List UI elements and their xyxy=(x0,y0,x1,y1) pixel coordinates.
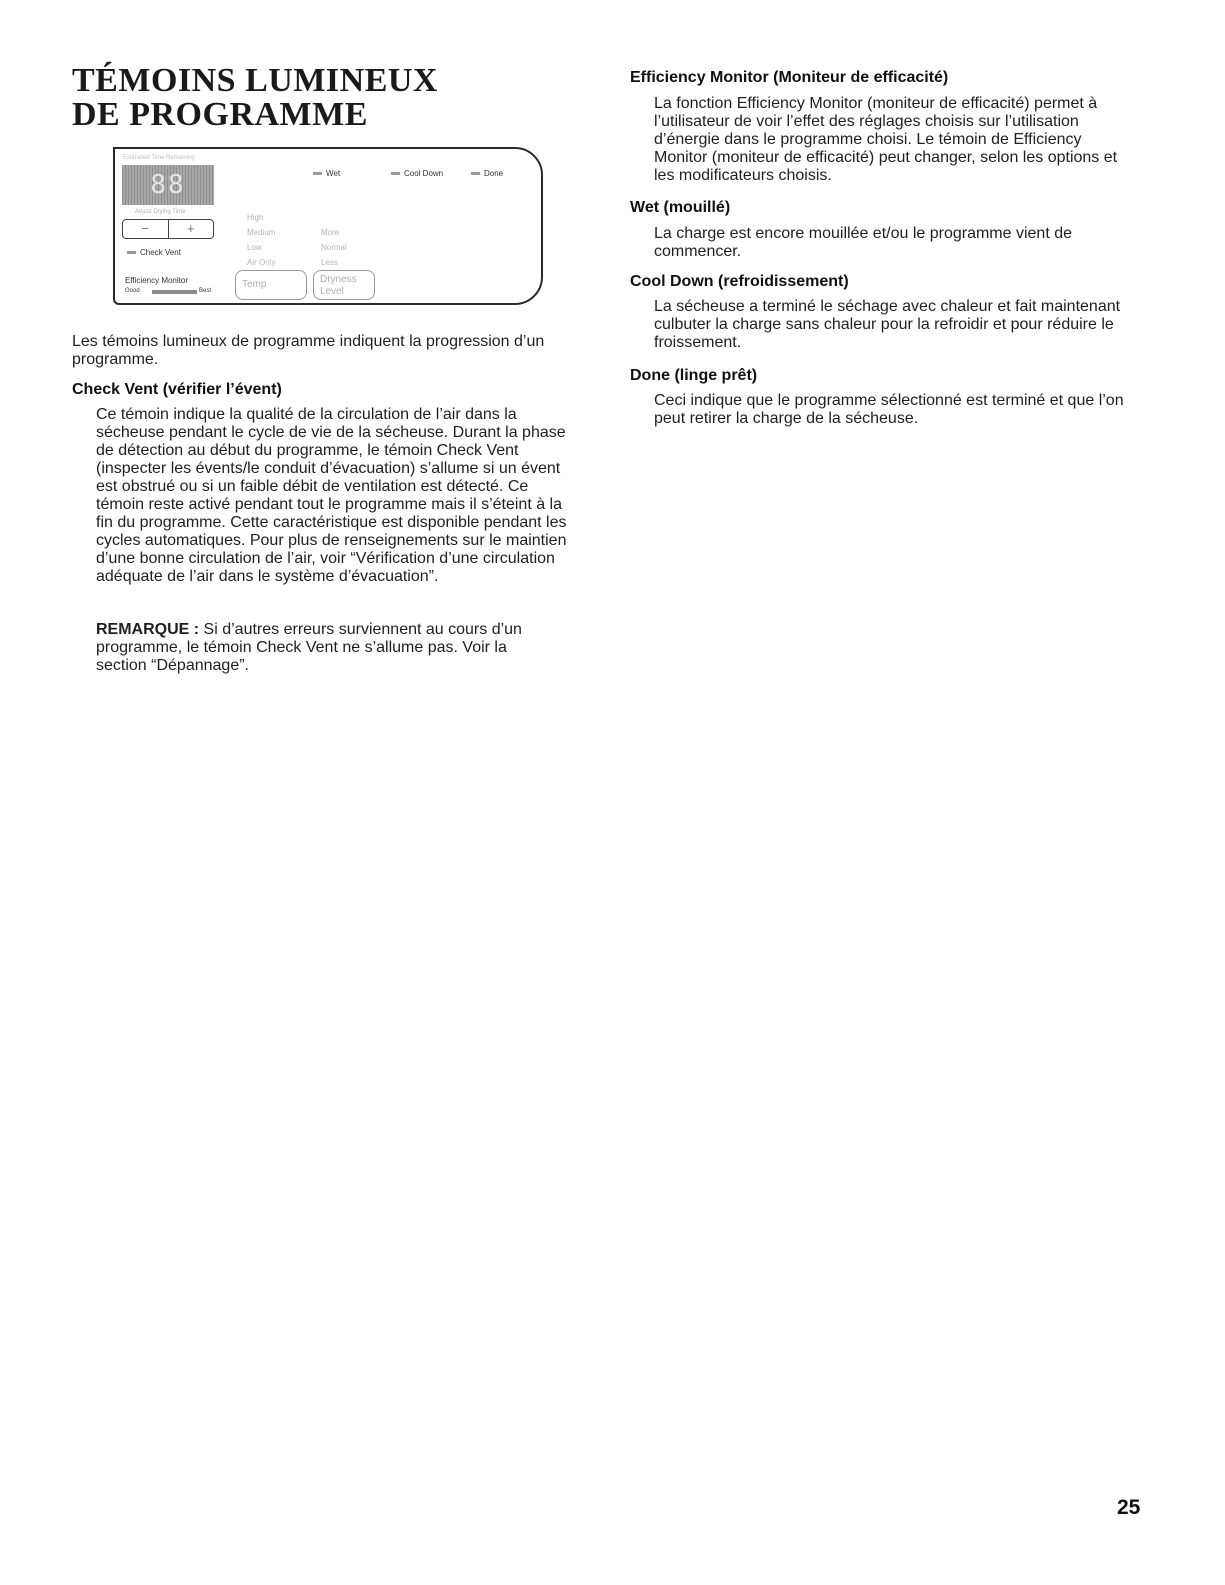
best-label: Best xyxy=(199,288,212,294)
done-heading: Done (linge prêt) xyxy=(630,367,758,384)
indicator-light-icon xyxy=(391,172,400,175)
check-vent-note xyxy=(96,621,556,675)
minus-icon: − xyxy=(123,220,169,238)
wet-indicator xyxy=(313,169,340,178)
temp-option: Medium xyxy=(247,228,276,237)
done-indicator xyxy=(471,169,503,178)
good-label: Good xyxy=(125,288,140,294)
check-vent-indicator xyxy=(127,248,181,257)
cool-down-body: La sécheuse a terminé le séchage avec chaleur et fait maintenant culbuter la charge sans chaleur pour la refroidir et pour réduire le froissement. xyxy=(654,298,1121,351)
display-digits: 88 xyxy=(150,170,186,200)
dryness-level-button xyxy=(313,270,375,300)
efficiency-bar xyxy=(152,290,197,294)
time-display xyxy=(122,165,214,205)
done-label: Done xyxy=(484,169,504,178)
cool-down-indicator xyxy=(391,169,443,178)
note-label: REMARQUE : xyxy=(96,621,200,638)
indicator-light-icon xyxy=(127,251,136,254)
efficiency-monitor-label: Efficiency Monitor xyxy=(125,276,188,285)
wet-label: Wet xyxy=(326,169,341,178)
check-vent-body: Ce témoin indique la qualité de la circulation de l’air dans la sécheuse pendant le cycle de vie de la sécheuse. Durant la phase de détection au début du programme, le témoin Check Vent (inspecter les évents/le conduit d’évacuation) s’allume si un évent est obstrué ou si un faible débit de ventilation est détecté. Ce témoin reste activé pendant tout le programme mais il s’éteint à la fin du programme. Cette caractéristique est disponible pendant les cycles automatiques. Pour plus de renseignements sur le maintien d’une bonne circulation de l’air, voir “Vérification d’une circulation adéquate de l’air dans le système d’évacuation”. xyxy=(96,406,567,585)
dryness-option: More xyxy=(321,228,340,237)
note-body: Si d’autres erreurs surviennent au cours d’un programme, le témoin Check Vent ne s’allume pas. Voir la section “Dépannage”. xyxy=(96,621,522,674)
dryness-button-label-1: Dryness xyxy=(320,274,357,285)
plus-icon: + xyxy=(186,221,195,236)
adjust-drying-time-label: Adjust Drying Time xyxy=(135,209,186,215)
temp-button-label: Temp xyxy=(242,279,267,290)
page-title xyxy=(72,64,438,132)
indicator-light-icon xyxy=(471,172,480,175)
title-line-1: TÉMOINS LUMINEUX xyxy=(72,62,438,99)
time-remaining-caption: Estimated Time Remaining xyxy=(123,155,195,161)
temp-option: Air Only xyxy=(247,258,276,267)
temp-button xyxy=(235,270,307,300)
title-line-2: DE PROGRAMME xyxy=(72,96,368,133)
page-number: 25 xyxy=(1117,1496,1141,1519)
dryness-option: Normal xyxy=(321,243,347,252)
efficiency-monitor-heading: Efficiency Monitor (Moniteur de efficacité) xyxy=(630,69,949,86)
temp-option: High xyxy=(247,213,264,222)
temp-option: Low xyxy=(247,243,262,252)
efficiency-monitor-body: La fonction Efficiency Monitor (moniteur de efficacité) permet à l’utilisateur de voir l’effet des réglages choisis sur l’utilisation d’énergie dans le programme choisi. Le témoin de Efficiency Monitor (moniteur de efficacité) peut changer, selon les options et les modificateurs choisis. xyxy=(654,95,1118,184)
wet-heading: Wet (mouillé) xyxy=(630,199,731,216)
done-body: Ceci indique que le programme sélectionné est terminé et que l’on peut retirer la charge de la sécheuse. xyxy=(654,392,1124,427)
indicator-light-icon xyxy=(313,172,322,175)
cool-down-heading: Cool Down (refroidissement) xyxy=(630,273,849,290)
cool-down-label: Cool Down xyxy=(404,169,444,178)
dryness-button-label-2: Level xyxy=(320,286,344,297)
check-vent-label: Check Vent xyxy=(140,248,181,257)
check-vent-heading: Check Vent (vérifier l’évent) xyxy=(72,381,282,398)
dryness-option: Less xyxy=(321,258,338,267)
adjust-time-buttons xyxy=(122,219,214,239)
wet-body: La charge est encore mouillée et/ou le programme vient de commencer. xyxy=(654,225,1073,260)
intro-paragraph: Les témoins lumineux de programme indiquent la progression d’un programme. xyxy=(72,333,545,368)
control-panel-illustration xyxy=(113,147,543,305)
